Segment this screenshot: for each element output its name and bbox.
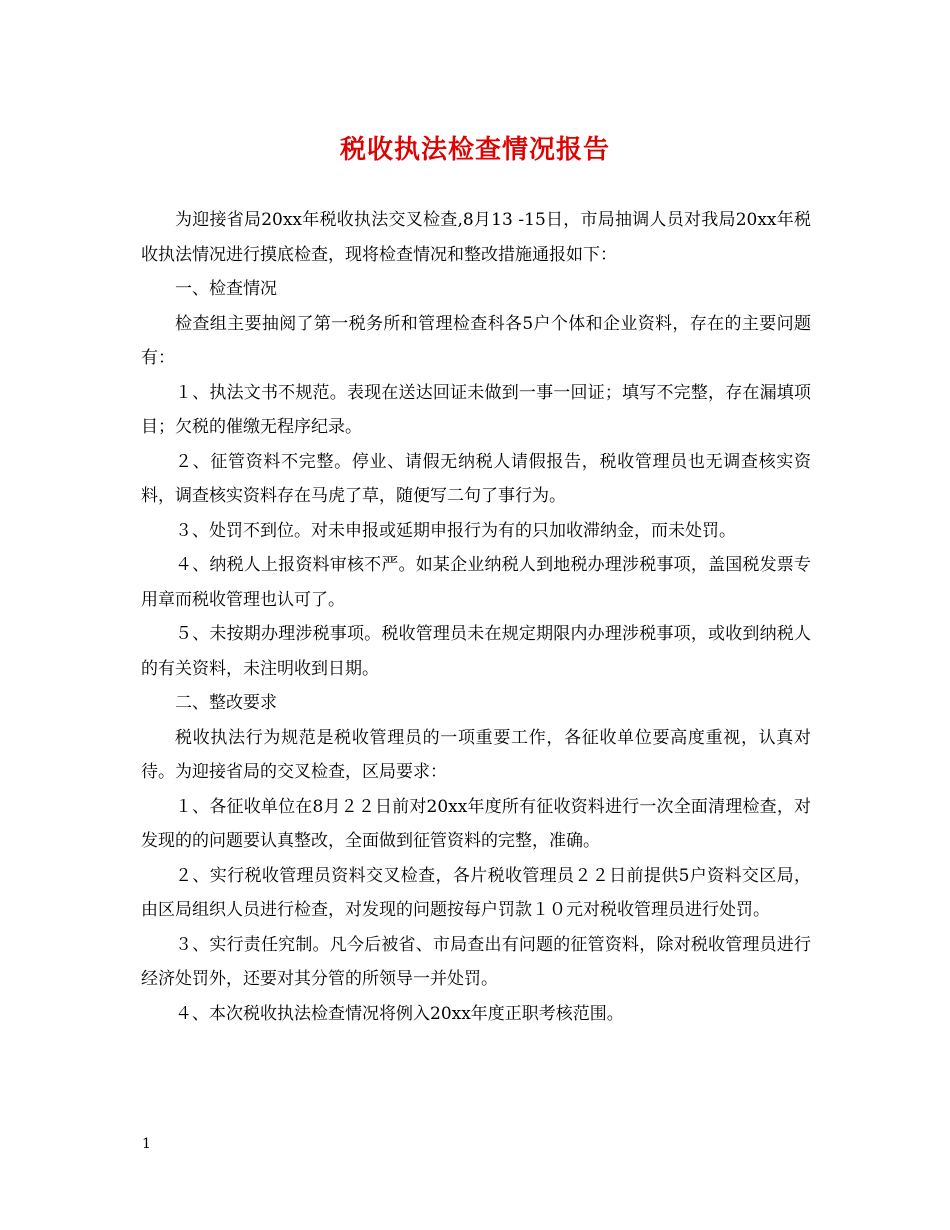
paragraph-issue-4: ４、纳税人上报资料审核不严。如某企业纳税人到地税办理涉税事项，盖国税发票专用章而税收管理也认可了。 — [141, 555, 811, 610]
paragraph-issue-5: ５、未按期办理涉税事项。税收管理员未在规定期限内办理涉税事项，或收到纳税人的有关资料，未注明收到日期。 — [141, 624, 811, 679]
paragraph-requirement-3: ３、实行责任究制。凡今后被省、市局查出有问题的征管资料，除对税收管理员进行经济处罚外，还要对其分管的所领导一并处罚。 — [141, 934, 811, 989]
paragraph-rectification-summary: 税收执法行为规范是税收管理员的一项重要工作，各征收单位要高度重视，认真对待。为迎接省局的交叉检查，区局要求： — [141, 727, 811, 782]
paragraph-requirement-1: １、各征收单位在8月２２日前对20xx年度所有征收资料进行一次全面清理检查，对发现的的问题要认真整改，全面做到征管资料的完整，准确。 — [141, 796, 811, 851]
paragraph-issue-3: ３、处罚不到位。对未申报或延期申报行为有的只加收滞纳金，而未处罚。 — [175, 520, 736, 541]
paragraph-intro: 为迎接省局20xx年税收执法交叉检查,8月13 -15日，市局抽调人员对我局20xx年税收执法情况进行摸底检查，现将检查情况和整改措施通报如下： — [141, 210, 811, 265]
page-number: 1 — [142, 1136, 151, 1152]
section-heading-inspection: 一、检查情况 — [175, 279, 277, 299]
section-heading-rectification: 二、整改要求 — [175, 693, 277, 713]
paragraph-issue-1: １、执法文书不规范。表现在送达回证未做到一事一回证；填写不完整，存在漏填项目；欠税的催缴无程序纪录。 — [141, 382, 811, 437]
document-body — [141, 203, 811, 1031]
paragraph-issue-2: ２、征管资料不完整。停业、请假无纳税人请假报告，税收管理员也无调查核实资料，调查核实资料存在马虎了草，随便写二句了事行为。 — [141, 451, 811, 506]
paragraph-requirement-4: ４、本次税收执法检查情况将例入20xx年度正职考核范围。 — [175, 1003, 624, 1024]
document-title: 税收执法检查情况报告 — [339, 135, 610, 165]
paragraph-inspection-summary: 检查组主要抽阅了第一税务所和管理检查科各5户个体和企业资料，存在的主要问题有： — [141, 313, 811, 368]
paragraph-requirement-2: ２、实行税收管理员资料交叉检查，各片税收管理员２２日前提供5户资料交区局，由区局组织人员进行检查，对发现的问题按每户罚款１０元对税收管理员进行处罚。 — [141, 865, 811, 920]
